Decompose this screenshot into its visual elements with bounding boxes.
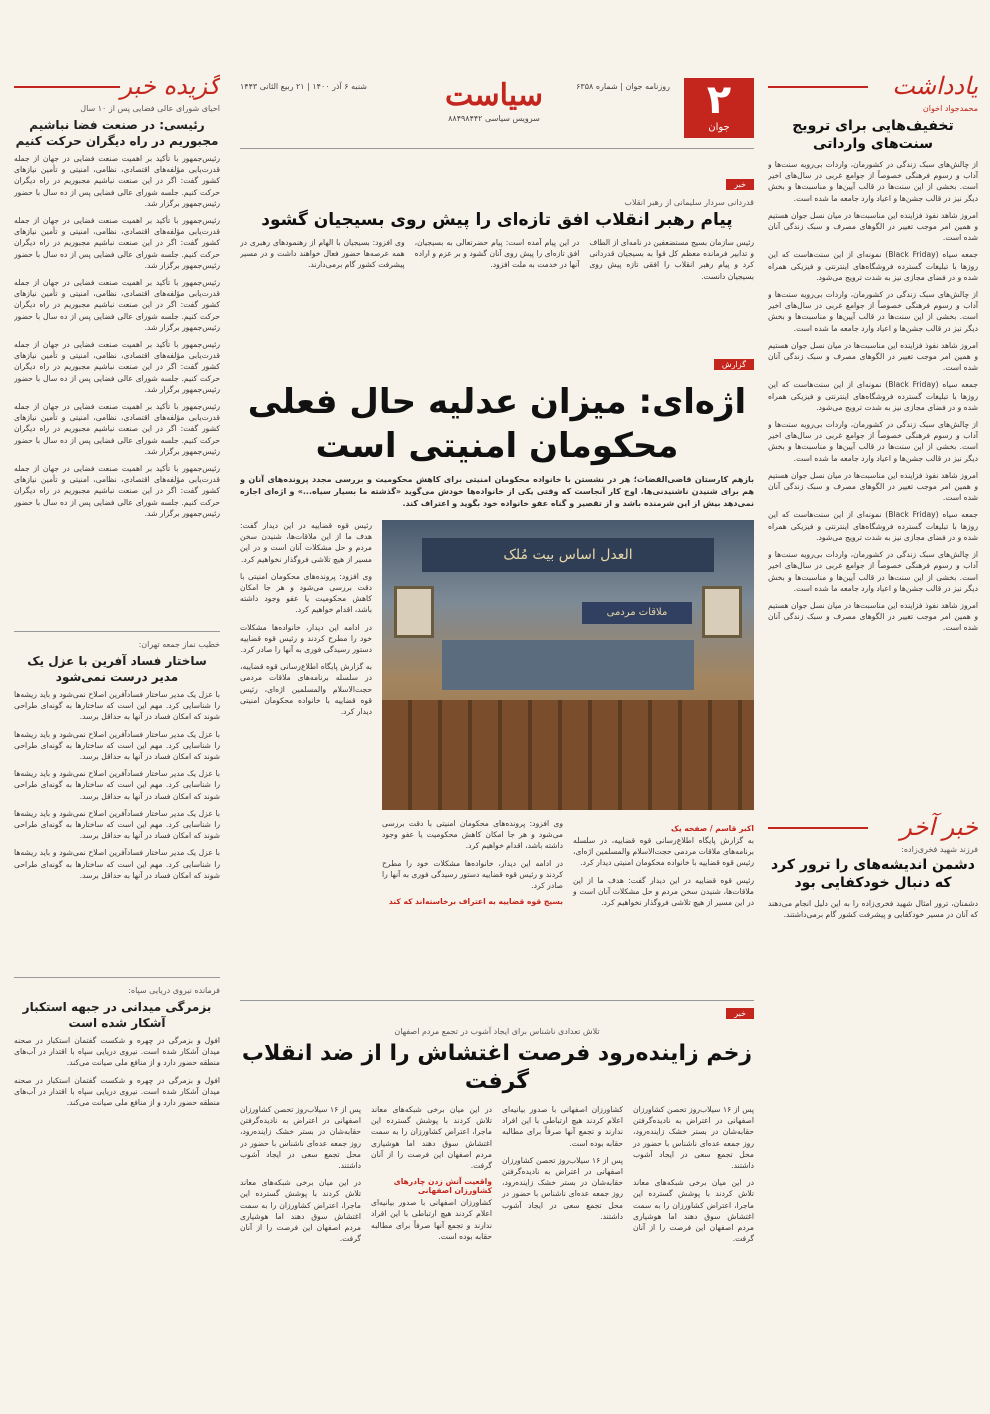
page-number-box bbox=[684, 78, 754, 138]
right-headline: تخفیف‌هایی برای ترویج سنت‌های وارداتی bbox=[792, 118, 954, 152]
left-item-kicker: احیای شورای عالی فضایی پس از ۱۰ سال bbox=[80, 104, 220, 113]
photo-sign: ملاقات مردمی bbox=[582, 602, 692, 624]
top-story-kicker: قدردانی سردار سلیمانی از رهبر انقلاب bbox=[624, 198, 754, 207]
main-story-photo-column bbox=[382, 520, 754, 990]
photo-banner: العدل اساس بیت مُلک bbox=[422, 538, 714, 572]
right-text-filler bbox=[768, 289, 978, 809]
bottom-story-kicker: تلاش تعدادی ناشناس برای ایجاد آشوب در تجمع مردم اصفهان bbox=[394, 1027, 600, 1036]
left-column bbox=[14, 72, 220, 1394]
main-story-paragraph: وی افزود: پرونده‌های محکومان امنیتی با دقت بررسی می‌شود و هر جا امکان کاهش محکومیت یا عفو وجود داشته باشد، اقدام خواهیم کرد. bbox=[382, 819, 563, 851]
right-paragraph: جمعه سیاه (Black Friday) نمونه‌ای از این سنت‌هاست که این روزها با تبلیغات گسترده فروشگاه‌های اینترنتی و فیزیکی همراه شده و در فضای مجازی نیز به شدت ترویج می‌شود. bbox=[768, 510, 978, 542]
right-paragraph: امروز شاهد نفوذ فزاینده این مناسبت‌ها در میان نسل جوان هستیم و همین امر موجب تغییر در الگوهای مصرف و سبک زندگی آنان شده است. bbox=[768, 470, 978, 503]
photo-audience-chairs bbox=[382, 700, 754, 810]
left-item-text: رئیس‌جمهور با تأکید بر اهمیت صنعت فضایی در جهان از جمله قدرت‌یابی مؤلفه‌های اقتصادی، نظامی، امنیتی و تأمین نیازهای کشور گفت: اگر در این صنعت نباشیم مجبوریم در راه دیگران حرکت کنیم. جلسه شورای عالی فضایی پس از ده سال با حضور رئیس‌جمهور برگزار شد. bbox=[14, 154, 220, 208]
right-paragraph: از چالش‌های سبک زندگی در کشورمان، واردات بی‌رویه سنت‌ها و آداب و رسوم فرهنگی خصوصاً از جوامع غربی در سال‌های اخیر است. بخشی از این سنت‌ها در قالب آیین‌ها و مناسبت‌ها و بخش دیگر نیز در قالب جشن‌ها و اعیاد وارد جامعه ما شده است. bbox=[768, 160, 978, 203]
portrait-frame-right bbox=[702, 586, 742, 638]
bottom-story-paragraph: کشاورزان اصفهانی با صدور بیانیه‌ای اعلام کردند هیچ ارتباطی با این افراد ندارند و تجمع آنها صرفاً برای مطالبه حقابه بوده است. bbox=[502, 1105, 623, 1148]
main-story-paragraph: رئیس قوه قضاییه در این دیدار گفت: هدف ما از این ملاقات‌ها، شنیدن سخن مردم و حل مشکلات آنان است و در این مسیر از هیچ تلاشی فروگذار نخواهیم کرد. bbox=[240, 521, 372, 564]
right-second-paragraph: دشمنان، ترور امثال شهید فخری‌زاده را به این دلیل انجام می‌دهند که آنان در مسیر خودکفایی و پیشرفت کشور گام برمی‌داشتند. bbox=[768, 899, 978, 920]
left-item-text: با عزل یک مدیر ساختار فسادآفرین اصلاح نمی‌شود و باید ریشه‌ها را شناسایی کرد. مهم این است که ساختارها به گونه‌ای طراحی شوند که امکان فساد در آنها به حداقل برسد. bbox=[14, 848, 220, 880]
left-item-headline: رئیسی: در صنعت فضا نباشیم مجبوریم در راه دیگران حرکت کنیم bbox=[15, 118, 219, 148]
right-paragraph: از چالش‌های سبک زندگی در کشورمان، واردات بی‌رویه سنت‌ها و آداب و رسوم فرهنگی خصوصاً از جوامع غربی در سال‌های اخیر است. بخشی از این سنت‌ها در قالب آیین‌ها و مناسبت‌ها و بخش دیگر نیز در قالب جشن‌ها و اعیاد وارد جامعه ما شده است. bbox=[768, 420, 978, 463]
right-second-section-head bbox=[768, 813, 978, 842]
bottom-story bbox=[240, 1000, 754, 1391]
bottom-story-subhead: واقعیت آتش زدن چادرهای کشاورزان اصفهانی bbox=[393, 1177, 492, 1196]
bottom-story-headline: زخم زاینده‌رود فرصت اغتشاش را از ضد انقلاب گرفت bbox=[241, 1041, 753, 1094]
bottom-story-paragraph: در این میان برخی شبکه‌های معاند تلاش کردند با پوشش گسترده این ماجرا، اعتراض کشاورزان را به سمت اغتشاش سوق دهند اما هوشیاری مردم اصفهان این فرصت را از آنان گرفت. bbox=[240, 1178, 361, 1244]
right-paragraph: امروز شاهد نفوذ فزاینده این مناسبت‌ها در میان نسل جوان هستیم و همین امر موجب تغییر در الگوهای مصرف و سبک زندگی آنان شده است. bbox=[768, 210, 978, 243]
bottom-story-col-1 bbox=[633, 1104, 754, 1250]
bottom-story-paragraph: در این میان برخی شبکه‌های معاند تلاش کردند با پوشش گسترده این ماجرا، اعتراض کشاورزان را به سمت اغتشاش سوق دهند اما هوشیاری مردم اصفهان این فرصت را از آنان گرفت. bbox=[633, 1178, 754, 1244]
right-second-headline: دشمن اندیشه‌های را ترور کرد که دنبال خودکفایی بود bbox=[771, 857, 975, 892]
caption-author: اکبر قاسم / صفحه یک bbox=[671, 824, 754, 833]
main-story-paragraph: به گزارش پایگاه اطلاع‌رسانی قوه قضاییه، در سلسله برنامه‌های ملاقات مردمی حجت‌الاسلام والمسلمین اژه‌ای، رئیس قوه قضاییه با خانواده محکومان امنیتی دیدار کرد. bbox=[240, 662, 372, 717]
top-story-headline: پیام رهبر انقلاب افق تازه‌ای را پیش روی بسیجیان گشود bbox=[261, 210, 733, 230]
main-story-tag: گزارش bbox=[714, 359, 754, 370]
top-story-tag: خبر bbox=[726, 179, 754, 190]
photo-desk bbox=[442, 640, 694, 690]
left-item-text: رئیس‌جمهور با تأکید بر اهمیت صنعت فضایی در جهان از جمله قدرت‌یابی مؤلفه‌های اقتصادی، نظامی، امنیتی و تأمین نیازهای کشور گفت: اگر در این صنعت نباشیم مجبوریم در راه دیگران حرکت کنیم. جلسه شورای عالی فضایی پس از ده سال با حضور رئیس‌جمهور برگزار شد. bbox=[14, 464, 220, 518]
top-story-paragraph: در این پیام آمده است: پیام حضرتعالی به بسیجیان، افق تازه‌ای را پیش روی آنان گشود و بر عزم و اراده آنها در خدمت به ملت افزود. bbox=[414, 238, 580, 270]
left-divider bbox=[14, 977, 220, 978]
page-number: ٢ bbox=[706, 77, 732, 123]
right-paragraph: جمعه سیاه (Black Friday) نمونه‌ای از این سنت‌هاست که این روزها با تبلیغات گسترده فروشگاه‌های اینترنتی و فیزیکی همراه شده و در فضای مجازی نیز به شدت ترویج می‌شود. bbox=[768, 250, 978, 282]
masthead bbox=[240, 78, 754, 149]
main-story-subhead: بسیج قوه قضاییه به اعتراف برخاسته‌اند که کند bbox=[388, 897, 563, 907]
main-story-text-columns bbox=[382, 818, 754, 914]
bottom-story-paragraph: کشاورزان اصفهانی با صدور بیانیه‌ای اعلام کردند هیچ ارتباطی با این افراد ندارند و تجمع آنها صرفاً برای مطالبه حقابه بوده است. bbox=[371, 1198, 492, 1241]
brand-name: جوان bbox=[708, 122, 730, 133]
left-item-text: با عزل یک مدیر ساختار فسادآفرین اصلاح نمی‌شود و باید ریشه‌ها را شناسایی کرد. مهم این است که ساختارها به گونه‌ای طراحی شوند که امکان فساد در آنها به حداقل برسد. bbox=[14, 729, 220, 762]
left-item-text: با عزل یک مدیر ساختار فسادآفرین اصلاح نمی‌شود و باید ریشه‌ها را شناسایی کرد. مهم این است که ساختارها به گونه‌ای طراحی شوند که امکان فساد در آنها به حداقل برسد. bbox=[14, 690, 220, 722]
top-story-columns bbox=[240, 237, 754, 288]
bottom-story-paragraph: پس از ۱۶ سیلاب‌روز تحصن کشاورزان اصفهانی در اعتراض به نادیده‌گرفتن حقابه‌شان در بستر خشک زاینده‌رود، روز جمعه عده‌ای ناشناس با حضور در محل تجمع سعی در ایجاد آشوب داشتند. bbox=[633, 1105, 754, 1171]
main-story-paragraph: در ادامه این دیدار، خانواده‌ها مشکلات خود را مطرح کردند و رئیس قوه قضاییه دستور رسیدگی فوری به آنها را صادر کرد. bbox=[240, 622, 372, 655]
left-section-head bbox=[14, 72, 220, 98]
right-paragraph: از چالش‌های سبک زندگی در کشورمان، واردات بی‌رویه سنت‌ها و آداب و رسوم فرهنگی خصوصاً از جوامع غربی در سال‌های اخیر است. بخشی از این سنت‌ها در قالب آیین‌ها و مناسبت‌ها و بخش دیگر نیز در قالب جشن‌ها و اعیاد وارد جامعه ما شده است. bbox=[768, 550, 978, 593]
right-column bbox=[768, 72, 978, 1394]
date-line: شنبه ۶ آذر ۱۴۰۰ | ۲۱ ربیع الثانی ۱۴۴۳ bbox=[240, 82, 367, 91]
logo-block bbox=[434, 78, 554, 123]
bottom-story-paragraph: در این میان برخی شبکه‌های معاند تلاش کردند با پوشش گسترده این ماجرا، اعتراض کشاورزان را به سمت اغتشاش سوق دهند اما هوشیاری مردم اصفهان این فرصت را از آنان گرفت. bbox=[371, 1105, 492, 1171]
right-author: محمدجواد اخوان bbox=[922, 104, 978, 113]
main-story-body bbox=[240, 520, 754, 990]
main-story-text-col-b bbox=[382, 818, 563, 914]
bottom-story-paragraph: پس از ۱۶ سیلاب‌روز تحصن کشاورزان اصفهانی در اعتراض به نادیده‌گرفتن حقابه‌شان در بستر خشک زاینده‌رود، روز جمعه عده‌ای ناشناس با حضور در محل تجمع سعی در ایجاد آشوب داشتند. bbox=[502, 1155, 623, 1221]
main-story bbox=[240, 352, 754, 992]
left-item-headline: ساختار فساد آفرین با عزل یک مدیر درست نمی‌شود bbox=[27, 654, 207, 684]
bottom-story-tag: خبر bbox=[726, 1008, 754, 1019]
right-paragraph: امروز شاهد نفوذ فزاینده این مناسبت‌ها در میان نسل جوان هستیم و همین امر موجب تغییر در الگوهای مصرف و سبک زندگی آنان شده است. bbox=[768, 340, 978, 373]
main-story-paragraph: رئیس قوه قضاییه در این دیدار گفت: هدف ما از این ملاقات‌ها، شنیدن سخن مردم و حل مشکلات آنان است و در این مسیر از هیچ تلاشی فروگذار نخواهیم کرد. bbox=[573, 875, 754, 908]
right-second-section-label: خبر آخر bbox=[900, 813, 978, 842]
left-item-text: افول و بزمرگی در چهره و شکست گفتمان استکبار در صحنه میدان آشکار شده است. نیروی دریایی سپاه با اقتدار در آب‌های منطقه حضور دارد و از منافع ملی صیانت می‌کند. bbox=[14, 1075, 220, 1108]
top-story-paragraph: رئیس سازمان بسیج مستضعفین در نامه‌ای از الطاف و تدابیر فرمانده معظم کل قوا به بسیجیان قدردانی کرد و پیام رهبر انقلاب را افقی تازه پیش روی بسیجیان دانست. bbox=[589, 238, 754, 281]
left-section-label: گزیده خبر bbox=[120, 72, 220, 100]
left-item-body bbox=[14, 689, 220, 969]
left-item-text: افول و بزمرگی در چهره و شکست گفتمان استکبار در صحنه میدان آشکار شده است. نیروی دریایی سپاه با اقتدار در آب‌های منطقه حضور دارد و از منافع ملی صیانت می‌کند. bbox=[14, 1036, 220, 1068]
left-item-headline: بزمرگی میدانی در جبهه استکبار آشکار شده است bbox=[22, 1000, 212, 1030]
bottom-story-columns bbox=[240, 1104, 754, 1250]
main-story-side-column bbox=[240, 520, 372, 990]
left-item-text: رئیس‌جمهور با تأکید بر اهمیت صنعت فضایی در جهان از جمله قدرت‌یابی مؤلفه‌های اقتصادی، نظامی، امنیتی و تأمین نیازهای کشور گفت: اگر در این صنعت نباشیم مجبوریم در راه دیگران حرکت کنیم. جلسه شورای عالی فضایی پس از ده سال با حضور رئیس‌جمهور برگزار شد. bbox=[14, 402, 220, 456]
right-section-head bbox=[768, 72, 978, 98]
section-logo: سیاست bbox=[445, 78, 543, 113]
bottom-story-col-2 bbox=[502, 1104, 623, 1250]
main-story-paragraph: وی افزود: پرونده‌های محکومان امنیتی با دقت بررسی می‌شود و هر جا امکان کاهش محکومیت یا عفو وجود داشته باشد، اقدام خواهیم کرد. bbox=[240, 571, 372, 615]
main-story-headline: اژه‌ای: میزان عدلیه حال فعلی محکومان امنیتی است bbox=[247, 382, 747, 466]
left-item-text: با عزل یک مدیر ساختار فسادآفرین اصلاح نمی‌شود و باید ریشه‌ها را شناسایی کرد. مهم این است که ساختارها به گونه‌ای طراحی شوند که امکان فساد در آنها به حداقل برسد. bbox=[14, 808, 220, 841]
right-section-label: یادداشت bbox=[892, 72, 978, 100]
main-story-paragraph: به گزارش پایگاه اطلاع‌رسانی قوه قضاییه، در سلسله برنامه‌های ملاقات مردمی حجت‌الاسلام والمسلمین اژه‌ای، رئیس قوه قضاییه با خانواده محکومان امنیتی دیدار کرد. bbox=[573, 836, 754, 868]
left-item-kicker: خطیب نماز جمعه تهران: bbox=[138, 640, 220, 649]
left-item-kicker: فرمانده نیروی دریایی سپاه: bbox=[128, 986, 220, 995]
portrait-frame-left bbox=[394, 586, 434, 638]
bottom-story-paragraph: پس از ۱۶ سیلاب‌روز تحصن کشاورزان اصفهانی در اعتراض به نادیده‌گرفتن حقابه‌شان در بستر خشک زاینده‌رود، روز جمعه عده‌ای ناشناس با حضور در محل تجمع سعی در ایجاد آشوب داشتند. bbox=[240, 1105, 361, 1171]
top-story bbox=[240, 172, 754, 332]
main-story-photo bbox=[382, 520, 754, 810]
bottom-story-col-3 bbox=[371, 1104, 492, 1250]
bottom-story-col-4 bbox=[240, 1104, 361, 1250]
left-item-text: رئیس‌جمهور با تأکید بر اهمیت صنعت فضایی در جهان از جمله قدرت‌یابی مؤلفه‌های اقتصادی، نظامی، امنیتی و تأمین نیازهای کشور گفت: اگر در این صنعت نباشیم مجبوریم در راه دیگران حرکت کنیم. جلسه شورای عالی فضایی پس از ده سال با حضور رئیس‌جمهور برگزار شد. bbox=[14, 340, 220, 394]
left-item-text: با عزل یک مدیر ساختار فسادآفرین اصلاح نمی‌شود و باید ریشه‌ها را شناسایی کرد. مهم این است که ساختارها به گونه‌ای طراحی شوند که امکان فساد در آنها به حداقل برسد. bbox=[14, 769, 220, 801]
left-divider bbox=[14, 631, 220, 632]
right-second-kicker: فرزند شهید فخری‌زاده: bbox=[901, 845, 978, 855]
left-item-text: رئیس‌جمهور با تأکید بر اهمیت صنعت فضایی در جهان از جمله قدرت‌یابی مؤلفه‌های اقتصادی، نظامی، امنیتی و تأمین نیازهای کشور گفت: اگر در این صنعت نباشیم مجبوریم در راه دیگران حرکت کنیم. جلسه شورای عالی فضایی پس از ده سال با حضور رئیس‌جمهور برگزار شد. bbox=[14, 278, 220, 332]
right-paragraph: جمعه سیاه (Black Friday) نمونه‌ای از این سنت‌هاست که این روزها با تبلیغات گسترده فروشگاه‌های اینترنتی و فیزیکی همراه شده و در فضای مجازی نیز به شدت ترویج می‌شود. bbox=[768, 380, 978, 412]
main-story-lead: بازهم کارستان قاضی‌القضات؛ هر در نشستن با خانواده محکومان امنیتی برای کاهش محکومیت و بررسی مجدد پرونده‌های آنان و هم برای شنیدن ناشنیدنی‌ها. اوج کار آنجاست که وقتی یکی از خانواده‌ها خودش می‌گوید «گذشته ما بسیار سیاه...» و اژه‌ای اجازه نمی‌دهد بیش از این شرمنده باشد و از تقصیر و گناه عفو خانواده خود بگوید و اعتراف کند. bbox=[240, 475, 754, 508]
service-email: سرویس سیاسی ۸۸۴۹۸۴۴۲ bbox=[448, 114, 540, 123]
main-story-paragraph: در ادامه این دیدار، خانواده‌ها مشکلات خود را مطرح کردند و رئیس قوه قضاییه دستور رسیدگی فوری به آنها را صادر کرد. bbox=[382, 858, 563, 891]
issue-info: روزنامه جوان | شماره ۶۳۵۸ bbox=[576, 82, 670, 91]
left-item-text: رئیس‌جمهور با تأکید بر اهمیت صنعت فضایی در جهان از جمله قدرت‌یابی مؤلفه‌های اقتصادی، نظامی، امنیتی و تأمین نیازهای کشور گفت: اگر در این صنعت نباشیم مجبوریم در راه دیگران حرکت کنیم. جلسه شورای عالی فضایی پس از ده سال با حضور رئیس‌جمهور برگزار شد. bbox=[14, 216, 220, 270]
main-story-text-col-a bbox=[573, 818, 754, 914]
top-story-paragraph: وی افزود: بسیجیان با الهام از رهنمودهای رهبری در همه عرصه‌ها حضور فعال خواهند داشت و در مسیر پیشرفت کشور گام برمی‌دارند. bbox=[240, 238, 405, 270]
right-paragraph: از چالش‌های سبک زندگی در کشورمان، واردات بی‌رویه سنت‌ها و آداب و رسوم فرهنگی خصوصاً از جوامع غربی در سال‌های اخیر است. بخشی از این سنت‌ها در قالب آیین‌ها و مناسبت‌ها و بخش دیگر نیز در قالب جشن‌ها و اعیاد وارد جامعه ما شده است. bbox=[768, 290, 978, 333]
right-paragraph: امروز شاهد نفوذ فزاینده این مناسبت‌ها در میان نسل جوان هستیم و همین امر موجب تغییر در الگوهای مصرف و سبک زندگی آنان شده است. bbox=[768, 600, 978, 633]
left-item-body bbox=[14, 153, 220, 623]
